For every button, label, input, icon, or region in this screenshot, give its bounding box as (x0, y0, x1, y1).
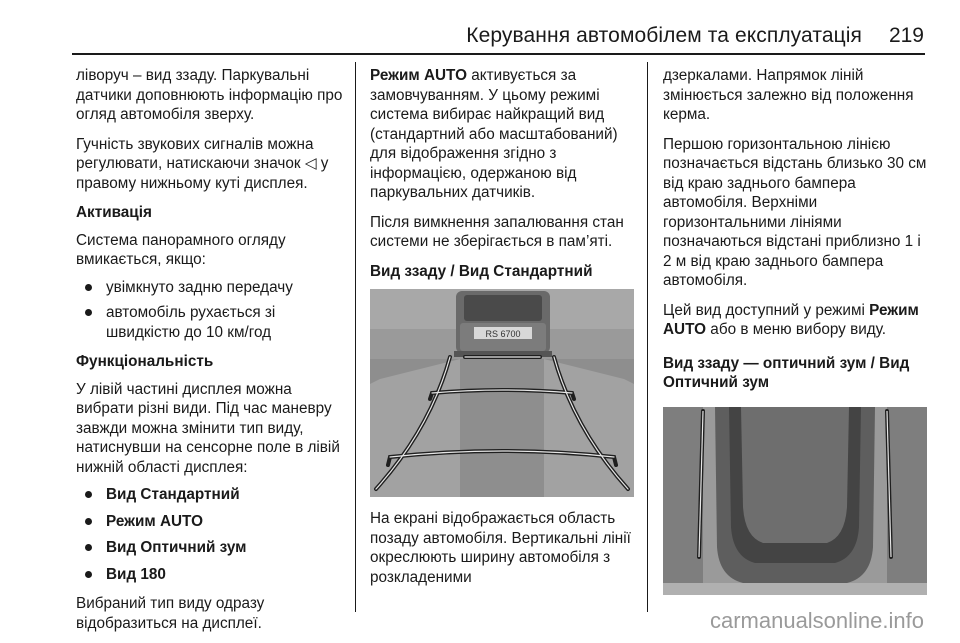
list-item: автомобіль рухається зі швидкістю до 10 км/год (76, 303, 348, 342)
paragraph-after-ignition: Після вимкнення запалювання стан системи не зберігається в пам’яті. (370, 213, 624, 250)
header-rule (72, 53, 925, 55)
paragraph-after-views: Вибраний тип виду одразу відобразиться на дисплеї. (76, 595, 265, 632)
zoom-camera-figure (663, 407, 927, 595)
list-item: Режим AUTO (76, 512, 348, 532)
paragraph-mirrors: дзеркалами. Напрямок ліній змінюється залежно від положення керма. (663, 67, 914, 123)
rear-camera-figure (370, 289, 634, 497)
column-divider-right (647, 62, 648, 612)
list-item: Вид Оптичний зум (76, 538, 348, 558)
list-item: Вид Стандартний (76, 485, 348, 505)
watermark: carmanualsonline.info (709, 608, 924, 633)
paragraph-distance-lines: Першою горизонтальною лінією позначається відстань близько 30 см від краю заднього бампера автомобіля. Верхніми горизонтальними лініями позначаються відстані приблизно 1 і 2 м від краю заднього бампера автомобіля. (663, 135, 927, 289)
list-item: Вид 180 (76, 565, 348, 585)
volume-icon: ◁ (304, 155, 317, 172)
header-title: Керування автомобілем та експлуатація (466, 24, 862, 47)
column-middle (370, 66, 634, 597)
column-right (663, 66, 929, 607)
paragraph-volume: Гучність звукових сигналів можна регулювати, натискаючи значок ◁ у правому нижньому куті дисплея. (76, 135, 329, 192)
heading-activation: Активація (76, 204, 152, 221)
list-item: увімкнуто задню передачу (76, 278, 348, 298)
paragraph-intro: ліворуч – вид ззаду. Паркувальні датчики доповнюють інформацію про огляд автомобіля зверху. (76, 67, 343, 123)
heading-rear-view: Вид ззаду / Вид Стандартний (370, 262, 593, 280)
paragraph-functionality: У лівій частині дисплея можна вибрати різні види. Під час маневру завжди можна змінити тип виду, натиснувши на сенсорне поле в лівій нижній області дисплея: (76, 380, 340, 476)
column-divider-left (355, 62, 356, 612)
page-number: 219 (888, 24, 924, 47)
heading-zoom-view: Вид ззаду — оптичний зум / Вид Оптичний зум (663, 354, 910, 391)
license-plate: RS 6700 (485, 329, 521, 339)
paragraph-activation: Система панорамного огляду вмикається, якщо: (76, 231, 286, 268)
views-list (76, 485, 348, 584)
paragraph-auto-mode: Режим AUTO активується за замовчуванням. У цьому режимі система вибирає найкращий вид (стандартний або масштабований) для відображення згідно з інформацією, одержаною від паркувальних датчиків. (370, 67, 618, 201)
activation-list (76, 278, 348, 343)
heading-functionality: Функціональність (76, 353, 214, 370)
column-left (76, 66, 348, 643)
page-header (0, 0, 960, 56)
figure-caption: На екрані відображається область позаду автомобіля. Вертикальні лінії окреслюють ширину автомобіля з розкладеними (370, 510, 631, 586)
paragraph-availability: Цей вид доступний у режимі Режим AUTO або в меню вибору виду. (663, 301, 919, 338)
